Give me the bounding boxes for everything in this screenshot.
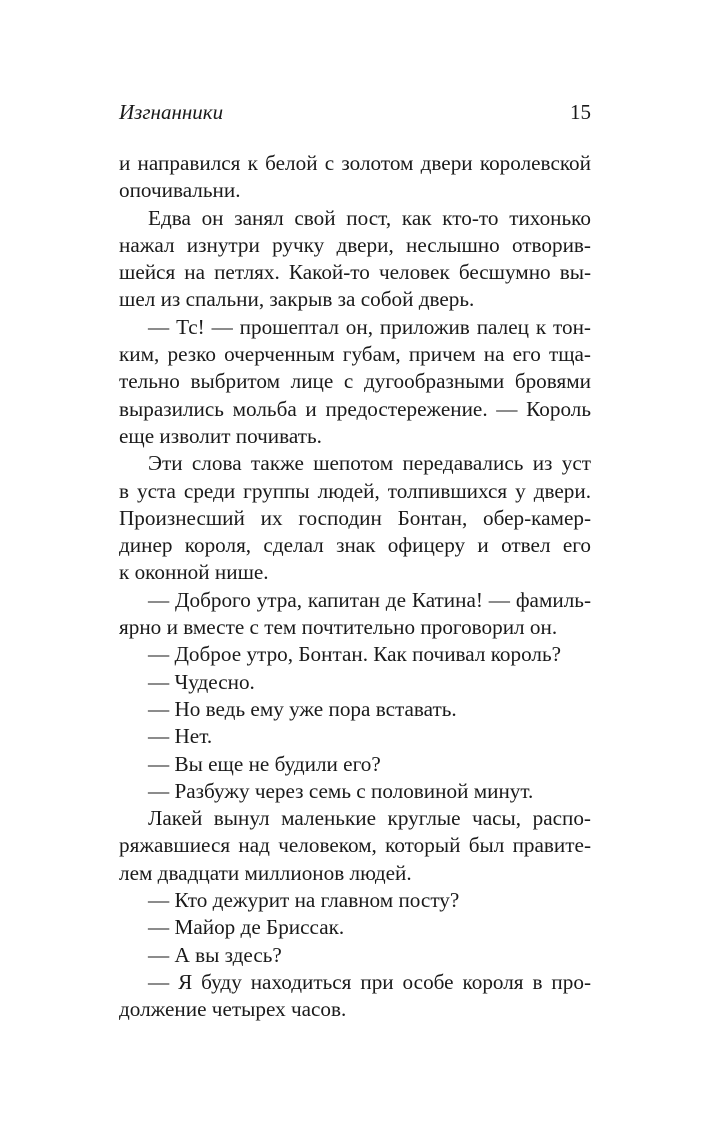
text-line: Лакей вынул маленькие круглые часы, распо- bbox=[148, 806, 591, 831]
text-line: динер короля, сделал знак офицеру и отвел его bbox=[119, 533, 591, 558]
text-line: тельно выбритом лице с дугообразными бровями bbox=[119, 369, 591, 394]
text-line: еще изволит почивать. bbox=[119, 423, 322, 448]
text-line: выразились мольба и предостережение. — Король bbox=[119, 396, 591, 421]
text-line: — Разбужу через семь с половиной минут. bbox=[148, 778, 534, 803]
text-line: опочивальни. bbox=[119, 178, 241, 203]
text-line: — Я буду находиться при особе короля в про- bbox=[148, 969, 591, 994]
text-line: в уста среди группы людей, толпившихся у двери. bbox=[119, 478, 591, 503]
text-line: — Тс! — прошептал он, приложив палец к тон- bbox=[148, 314, 591, 339]
text-line: ряжавшиеся над человеком, который был правите- bbox=[119, 833, 591, 858]
text-line: Произнесший их господин Бонтан, обер-камер- bbox=[119, 505, 591, 530]
text-line: — Вы еще не будили его? bbox=[148, 751, 381, 776]
text-line: — Чудесно. bbox=[148, 669, 255, 694]
running-title: Изгнанники bbox=[119, 100, 224, 124]
text-line: и направился к белой с золотом двери королевской bbox=[119, 151, 591, 175]
text-line: к оконной нише. bbox=[119, 560, 269, 585]
text-line: шейся на петлях. Какой-то человек бесшумно вы- bbox=[119, 260, 591, 285]
text-line: ким, резко очерченным губам, причем на его тща- bbox=[119, 342, 591, 367]
text-line: — Нет. bbox=[148, 724, 213, 749]
text-line: лем двадцати миллионов людей. bbox=[119, 860, 412, 885]
page-number: 15 bbox=[570, 100, 591, 124]
body-text bbox=[119, 150, 591, 1024]
text-line: — Доброе утро, Бонтан. Как почивал король? bbox=[148, 642, 562, 667]
text-line: должение четырех часов. bbox=[119, 997, 347, 1022]
text-line: — Кто дежурит на главном посту? bbox=[148, 888, 460, 913]
text-line: — Майор де Бриссак. bbox=[148, 915, 345, 940]
text-line: ярно и вместе с тем почтительно проговорил он. bbox=[119, 615, 558, 640]
text-line: — А вы здесь? bbox=[148, 942, 282, 967]
text-line: — Доброго утра, капитан де Катина! — фамиль- bbox=[148, 587, 591, 612]
text-line: шел из спальни, закрыв за собой дверь. bbox=[119, 287, 475, 312]
text-line: Едва он занял свой пост, как кто-то тихонько bbox=[148, 205, 591, 230]
text-line: — Но ведь ему уже пора вставать. bbox=[148, 696, 457, 721]
text-line: Эти слова также шепотом передавались из уст bbox=[148, 451, 591, 476]
text-line: нажал изнутри ручку двери, неслышно отворив- bbox=[119, 232, 591, 257]
page-header bbox=[119, 97, 591, 127]
